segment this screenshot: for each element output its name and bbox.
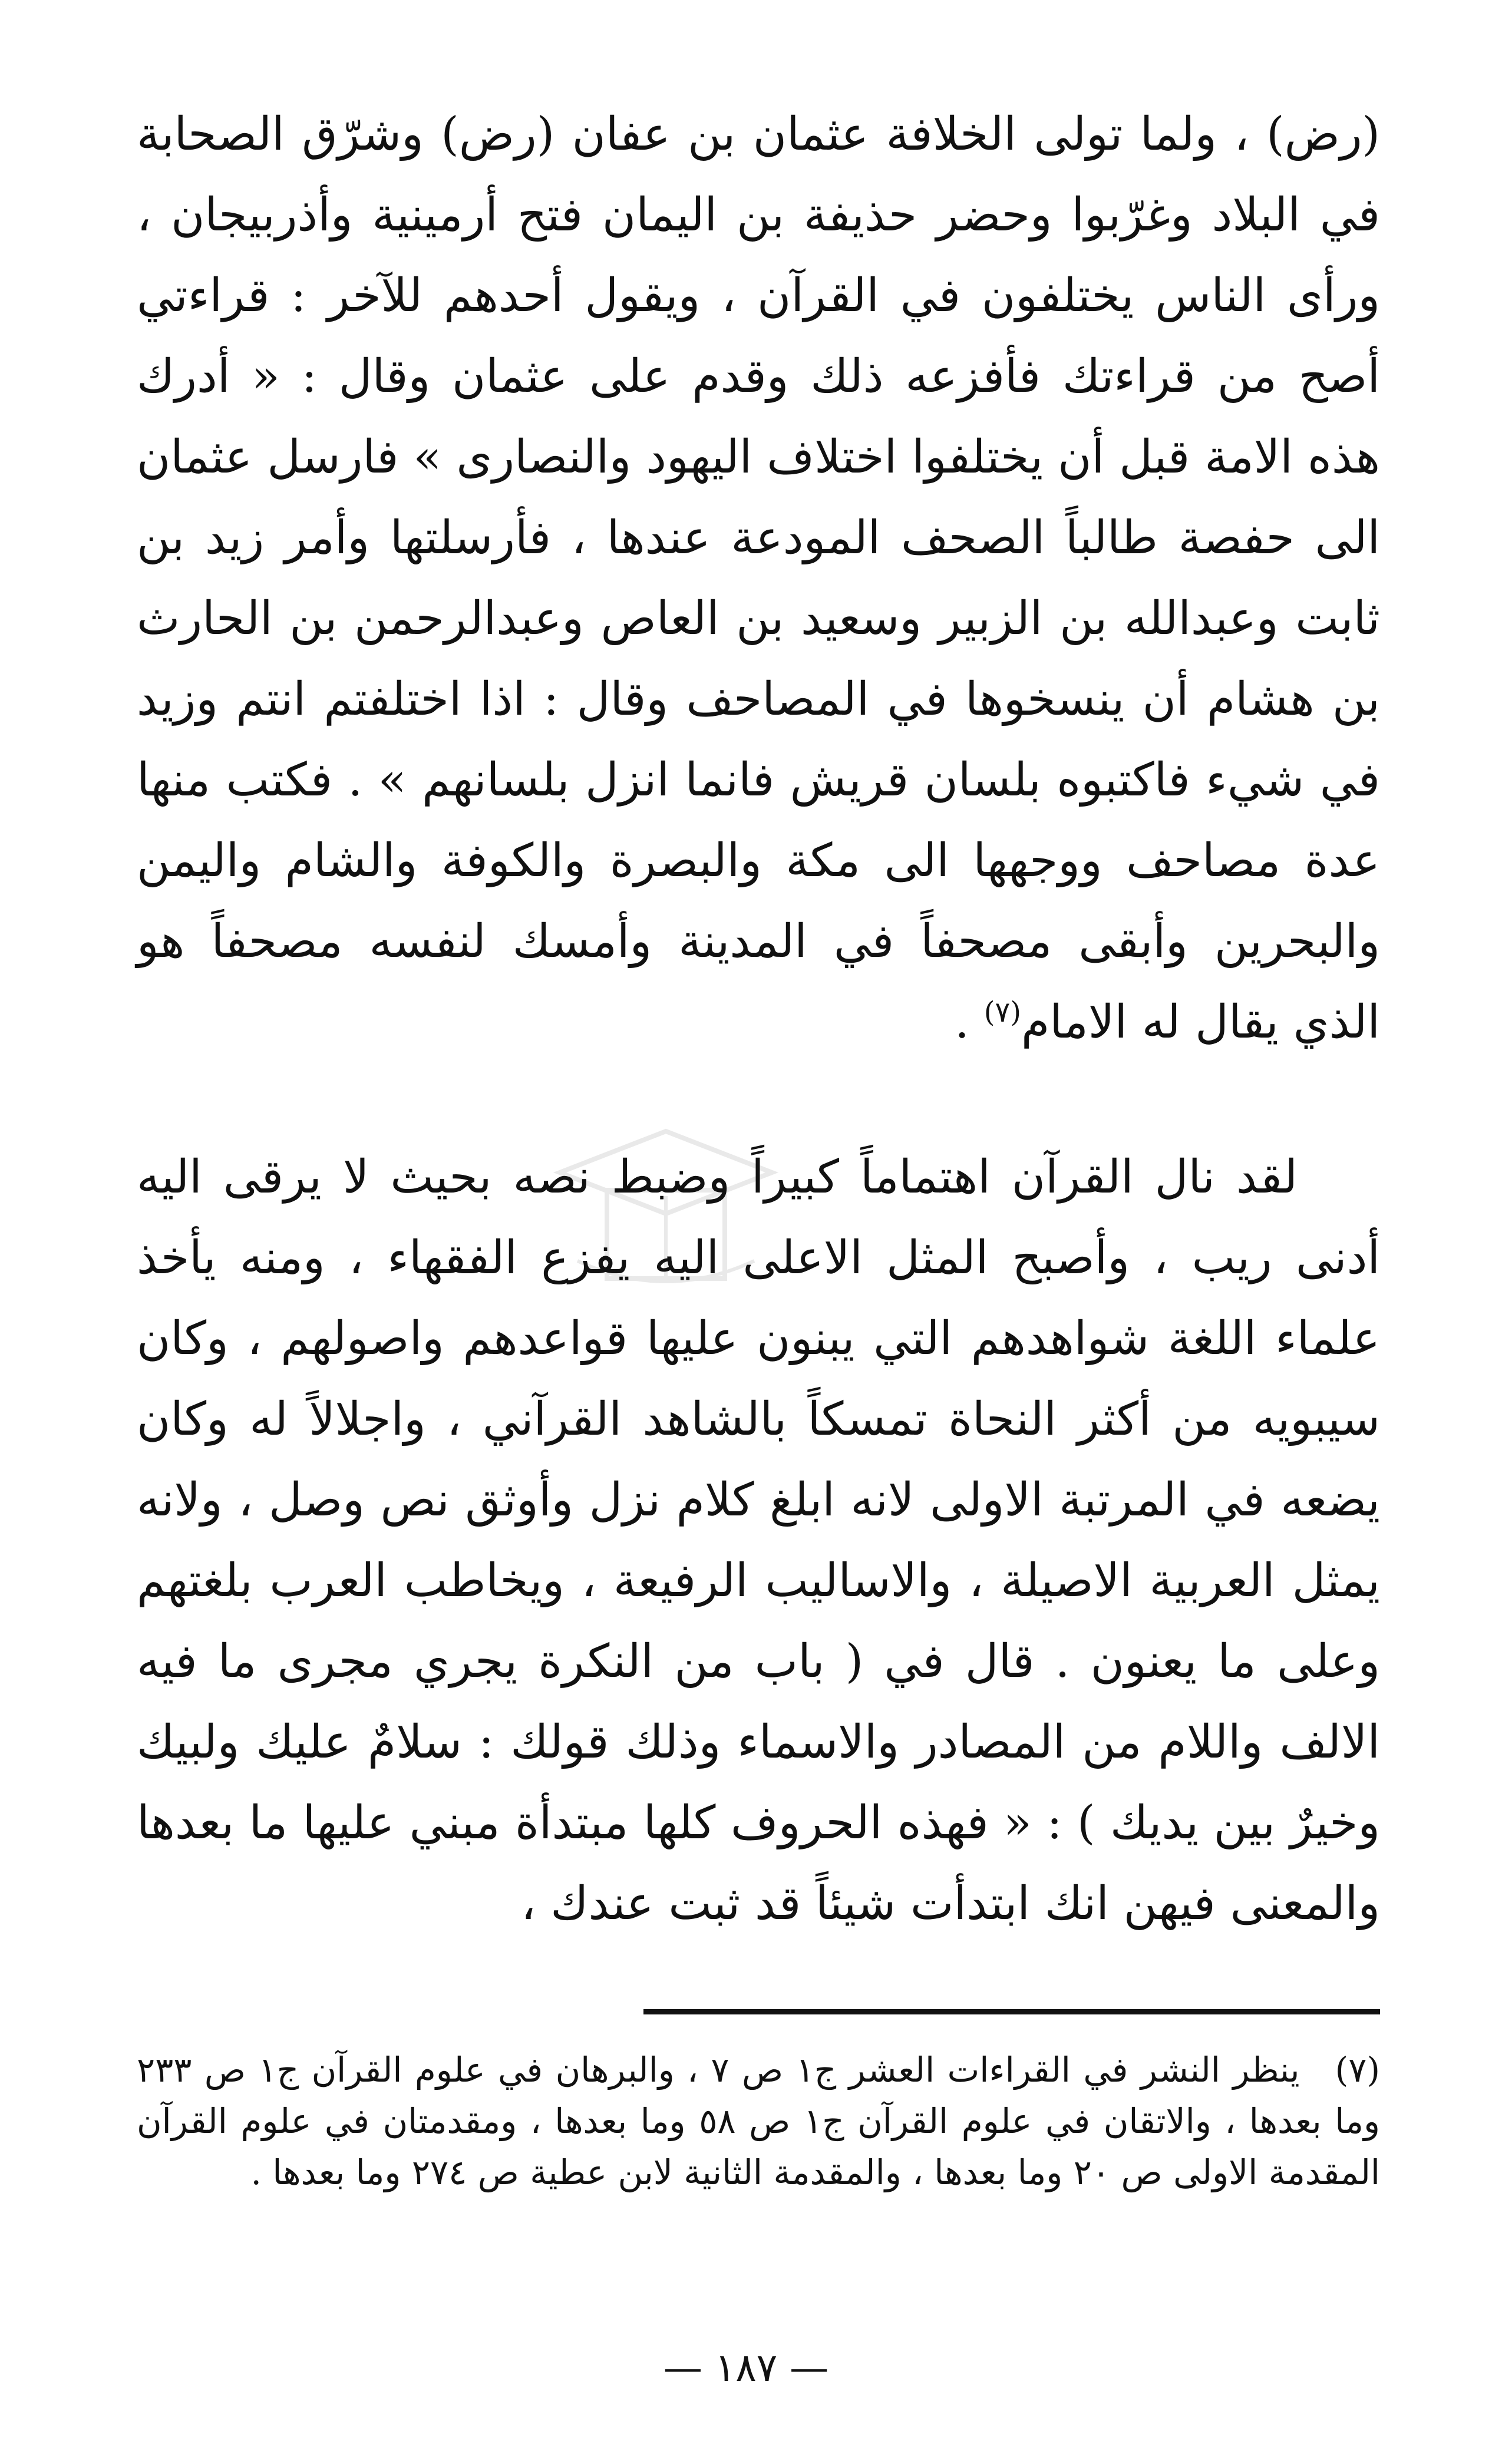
paragraph-1-end: . xyxy=(955,996,984,1049)
paragraph-2-text: لقد نال القرآن اهتماماً كبيراً وضبط نصه بحيث لا يرقى اليه أدنى ريب ، وأصبح المثل الاعلى اليه يفزع الفقهاء ، ومنه يأخذ علماء اللغة شواهدهم التي يبنون عليها قواعدهم واصولهم ، وكان سيبويه من أكثر النحاة تمسكاً بالشاهد القرآني ، واجلالاً له وكان يضعه في المرتبة الاولى لانه ابلغ كلام نزل وأوثق نص وصل ، ولانه يمثل العربية الاصيلة ، والاساليب الرفيعة ، ويخاطب العرب بلغتهم وعلى ما يعنون . قال في ( باب من النكرة يجري مجرى ما فيه الالف واللام من المصادر والاسماء وذلك قولك : سلامٌ عليك ولبيك وخيرٌ بين يديك ) : « فهذه الحروف كلها مبتدأة مبني عليها ما بعدها والمعنى فيهن انك ابتدأت شيئاً قد ثبت عندك ، xyxy=(137,1151,1380,1930)
body-paragraph-2 xyxy=(137,1137,1380,1944)
footnote-number: (٧) xyxy=(1335,2050,1381,2090)
footnote-separator xyxy=(643,2009,1380,2014)
footnote-reference: (٧) xyxy=(983,996,1021,1029)
footnote-text: ينظر النشر في القراءات العشر ج١ ص ٧ ، والبرهان في علوم القرآن ج١ ص ٢٣٣ وما بعدها ، والاتقان في علوم القرآن ج١ ص ٥٨ وما بعدها ، ومقدمتان في علوم القرآن المقدمة الاولى ص ٢٠ وما بعدها ، والمقدمة الثانية لابن عطية ص ٢٧٤ وما بعدها . xyxy=(137,2050,1381,2192)
footnote xyxy=(137,2044,1380,2198)
paragraph-1-text: (رض) ، ولما تولى الخلافة عثمان بن عفان (رض) وشرّق الصحابة في البلاد وغرّبوا وحضر حذيفة بن اليمان فتح أرمينية وأذربيجان ، ورأى الناس يختلفون في القرآن ، ويقول أحدهم للآخر : قراءتي أصح من قراءتك فأفزعه ذلك وقدم على عثمان وقال : « أدرك هذه الامة قبل أن يختلفوا اختلاف اليهود والنصارى » فارسل عثمان الى حفصة طالباً الصحف المودعة عندها ، فأرسلتها وأمر زيد بن ثابت وعبدالله بن الزبير وسعيد بن العاص وعبدالرحمن بن الحارث بن هشام أن ينسخوها في المصاحف وقال : اذا اختلفتم انتم وزيد في شيء فاكتبوه بلسان قريش فانما انزل بلسانهم » . فكتب منها عدة مصاحف ووجهها الى مكة والبصرة والكوفة والشام واليمن والبحرين وأبقى مصحفاً في المدينة وأمسك لنفسه مصحفاً هو الذي يقال له الامام xyxy=(137,108,1380,1049)
body-paragraph-1 xyxy=(137,94,1380,1063)
page-number: — ١٨٧ — xyxy=(663,2345,829,2390)
